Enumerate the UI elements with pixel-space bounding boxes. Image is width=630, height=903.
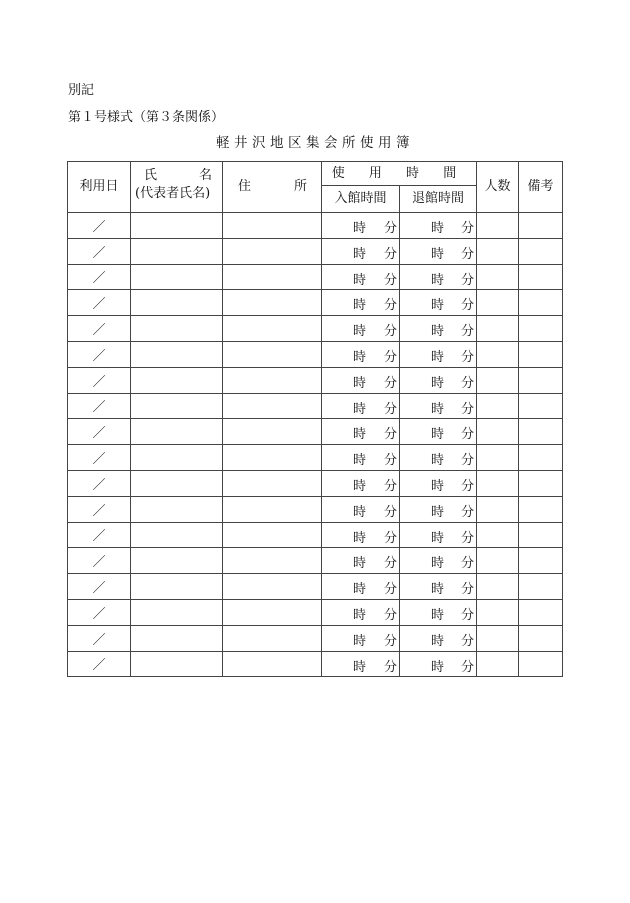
people-cell[interactable] xyxy=(477,264,519,290)
address-cell[interactable] xyxy=(223,548,322,574)
date-slash: ／ xyxy=(92,374,106,390)
remarks-cell[interactable] xyxy=(519,574,563,600)
minute-label: 分 xyxy=(383,349,397,365)
address-cell[interactable] xyxy=(223,651,322,677)
exit-time-cell[interactable] xyxy=(400,496,477,522)
header-remarks: 備考 xyxy=(519,162,563,213)
table-row xyxy=(68,290,563,316)
date-cell[interactable] xyxy=(68,496,131,522)
exit-time-cell[interactable] xyxy=(400,238,477,264)
hour-label: 時 xyxy=(431,504,445,520)
entry-time-cell[interactable] xyxy=(322,574,400,600)
header-name-sub: (代表者氏名) xyxy=(135,186,211,201)
hour-label: 時 xyxy=(431,607,445,623)
address-cell[interactable] xyxy=(223,367,322,393)
address-cell[interactable] xyxy=(223,470,322,496)
minute-label: 分 xyxy=(460,375,474,391)
name-cell[interactable] xyxy=(131,522,223,548)
header-name-part2: 名 xyxy=(198,168,212,183)
hour-label: 時 xyxy=(431,633,445,649)
name-cell[interactable] xyxy=(131,393,223,419)
address-cell[interactable] xyxy=(223,419,322,445)
remarks-cell[interactable] xyxy=(519,290,563,316)
table-row xyxy=(68,316,563,342)
exit-time-cell[interactable] xyxy=(400,341,477,367)
minute-label: 分 xyxy=(383,272,397,288)
people-cell[interactable] xyxy=(477,470,519,496)
minute-label: 分 xyxy=(383,607,397,623)
hour-label: 時 xyxy=(431,272,445,288)
date-cell[interactable] xyxy=(68,264,131,290)
name-cell[interactable] xyxy=(131,341,223,367)
date-slash: ／ xyxy=(92,426,106,442)
minute-label: 分 xyxy=(460,221,474,236)
header-address xyxy=(223,162,322,213)
entry-time-cell[interactable] xyxy=(322,548,400,574)
usage-register-table xyxy=(67,161,563,677)
minute-label: 分 xyxy=(460,633,474,649)
entry-time-cell[interactable] xyxy=(322,213,400,239)
header-people: 人数 xyxy=(477,162,519,213)
exit-time-cell[interactable] xyxy=(400,548,477,574)
remarks-cell[interactable] xyxy=(519,367,563,393)
header-name xyxy=(131,162,223,213)
entry-time-cell[interactable] xyxy=(322,496,400,522)
table-body xyxy=(68,213,563,677)
table-row xyxy=(68,341,563,367)
minute-label: 分 xyxy=(460,582,474,598)
hour-label: 時 xyxy=(353,427,367,443)
hour-label: 時 xyxy=(353,453,367,469)
remarks-cell[interactable] xyxy=(519,599,563,625)
hour-label: 時 xyxy=(431,324,445,340)
hour-label: 時 xyxy=(431,582,445,598)
table-row xyxy=(68,367,563,393)
address-cell[interactable] xyxy=(223,393,322,419)
hour-label: 時 xyxy=(431,375,445,391)
table-row xyxy=(68,419,563,445)
date-slash: ／ xyxy=(92,581,106,597)
date-cell[interactable] xyxy=(68,419,131,445)
table-row xyxy=(68,238,563,264)
name-cell[interactable] xyxy=(131,548,223,574)
date-cell[interactable] xyxy=(68,367,131,393)
address-cell[interactable] xyxy=(223,238,322,264)
remarks-cell[interactable] xyxy=(519,445,563,471)
date-cell[interactable] xyxy=(68,290,131,316)
date-cell[interactable] xyxy=(68,341,131,367)
name-cell[interactable] xyxy=(131,419,223,445)
name-cell[interactable] xyxy=(131,625,223,651)
exit-time-cell[interactable] xyxy=(400,625,477,651)
hour-label: 時 xyxy=(353,401,367,417)
minute-label: 分 xyxy=(383,556,397,572)
minute-label: 分 xyxy=(460,607,474,623)
hour-label: 時 xyxy=(353,582,367,598)
minute-label: 分 xyxy=(383,504,397,520)
hour-label: 時 xyxy=(353,272,367,288)
exit-time-cell[interactable] xyxy=(400,599,477,625)
table-row xyxy=(68,445,563,471)
people-cell[interactable] xyxy=(477,522,519,548)
hour-label: 時 xyxy=(353,607,367,623)
hour-label: 時 xyxy=(353,530,367,546)
table-row xyxy=(68,213,563,239)
remarks-cell[interactable] xyxy=(519,393,563,419)
people-cell[interactable] xyxy=(477,651,519,677)
date-slash: ／ xyxy=(92,323,106,339)
date-cell[interactable] xyxy=(68,651,131,677)
hour-label: 時 xyxy=(353,324,367,340)
minute-label: 分 xyxy=(383,375,397,391)
remarks-cell[interactable] xyxy=(519,213,563,239)
exit-time-cell[interactable] xyxy=(400,470,477,496)
remarks-cell[interactable] xyxy=(519,341,563,367)
name-cell[interactable] xyxy=(131,213,223,239)
entry-time-cell[interactable] xyxy=(322,445,400,471)
header-exit-time: 退館時間 xyxy=(400,186,477,213)
minute-label: 分 xyxy=(460,478,474,494)
date-cell[interactable] xyxy=(68,599,131,625)
hour-label: 時 xyxy=(431,427,445,443)
remarks-cell[interactable] xyxy=(519,522,563,548)
date-slash: ／ xyxy=(92,658,106,674)
date-cell[interactable] xyxy=(68,548,131,574)
address-cell[interactable] xyxy=(223,213,322,239)
minute-label: 分 xyxy=(460,659,474,675)
people-cell[interactable] xyxy=(477,445,519,471)
table-row xyxy=(68,496,563,522)
name-cell[interactable] xyxy=(131,599,223,625)
date-slash: ／ xyxy=(92,529,106,545)
people-cell[interactable] xyxy=(477,548,519,574)
table-row xyxy=(68,522,563,548)
header-address-part1: 住 xyxy=(238,179,252,194)
hour-label: 時 xyxy=(353,246,367,262)
name-cell[interactable] xyxy=(131,574,223,600)
address-cell[interactable] xyxy=(223,496,322,522)
date-cell[interactable] xyxy=(68,522,131,548)
people-cell[interactable] xyxy=(477,625,519,651)
table-row xyxy=(68,470,563,496)
entry-time-cell[interactable] xyxy=(322,522,400,548)
hour-label: 時 xyxy=(353,633,367,649)
entry-time-cell[interactable] xyxy=(322,470,400,496)
entry-time-cell[interactable] xyxy=(322,341,400,367)
date-slash: ／ xyxy=(92,297,106,313)
name-cell[interactable] xyxy=(131,651,223,677)
date-slash: ／ xyxy=(92,400,106,416)
hour-label: 時 xyxy=(353,298,367,314)
date-cell[interactable] xyxy=(68,574,131,600)
entry-time-cell[interactable] xyxy=(322,599,400,625)
remarks-cell[interactable] xyxy=(519,651,563,677)
table-row xyxy=(68,548,563,574)
entry-time-cell[interactable] xyxy=(322,238,400,264)
header-date: 利用日 xyxy=(68,162,131,213)
people-cell[interactable] xyxy=(477,316,519,342)
table-row xyxy=(68,393,563,419)
name-cell[interactable] xyxy=(131,238,223,264)
minute-label: 分 xyxy=(460,272,474,288)
address-cell[interactable] xyxy=(223,599,322,625)
address-cell[interactable] xyxy=(223,341,322,367)
date-cell[interactable] xyxy=(68,470,131,496)
date-cell[interactable] xyxy=(68,625,131,651)
people-cell[interactable] xyxy=(477,213,519,239)
entry-time-cell[interactable] xyxy=(322,367,400,393)
hour-label: 時 xyxy=(431,478,445,494)
remarks-cell[interactable] xyxy=(519,470,563,496)
exit-time-cell[interactable] xyxy=(400,419,477,445)
minute-label: 分 xyxy=(460,349,474,365)
name-cell[interactable] xyxy=(131,264,223,290)
minute-label: 分 xyxy=(383,324,397,340)
minute-label: 分 xyxy=(383,453,397,469)
hour-label: 時 xyxy=(353,375,367,391)
address-cell[interactable] xyxy=(223,290,322,316)
entry-time-cell[interactable] xyxy=(322,316,400,342)
minute-label: 分 xyxy=(460,556,474,572)
date-cell[interactable] xyxy=(68,445,131,471)
people-cell[interactable] xyxy=(477,393,519,419)
minute-label: 分 xyxy=(460,324,474,340)
address-cell[interactable] xyxy=(223,522,322,548)
address-cell[interactable] xyxy=(223,264,322,290)
date-slash: ／ xyxy=(92,348,106,364)
minute-label: 分 xyxy=(460,504,474,520)
date-slash: ／ xyxy=(92,477,106,493)
people-cell[interactable] xyxy=(477,290,519,316)
date-cell[interactable] xyxy=(68,393,131,419)
hour-label: 時 xyxy=(353,556,367,572)
header-usage-time: 使 用 時 間 xyxy=(322,162,477,186)
date-cell[interactable] xyxy=(68,316,131,342)
address-cell[interactable] xyxy=(223,316,322,342)
name-cell[interactable] xyxy=(131,367,223,393)
hour-label: 時 xyxy=(431,298,445,314)
exit-time-cell[interactable] xyxy=(400,522,477,548)
minute-label: 分 xyxy=(383,221,397,236)
minute-label: 分 xyxy=(383,633,397,649)
minute-label: 分 xyxy=(460,530,474,546)
remarks-cell[interactable] xyxy=(519,548,563,574)
entry-time-cell[interactable] xyxy=(322,290,400,316)
exit-time-cell[interactable] xyxy=(400,445,477,471)
date-cell[interactable] xyxy=(68,213,131,239)
minute-label: 分 xyxy=(460,453,474,469)
date-slash: ／ xyxy=(92,271,106,287)
exit-time-cell[interactable] xyxy=(400,393,477,419)
entry-time-cell[interactable] xyxy=(322,393,400,419)
minute-label: 分 xyxy=(383,298,397,314)
table-row xyxy=(68,264,563,290)
header-name-part1: 氏 xyxy=(144,168,158,183)
people-cell[interactable] xyxy=(477,367,519,393)
minute-label: 分 xyxy=(460,246,474,262)
exit-time-cell[interactable] xyxy=(400,574,477,600)
table-row xyxy=(68,574,563,600)
minute-label: 分 xyxy=(460,427,474,443)
note-label: 別記 xyxy=(68,83,95,98)
minute-label: 分 xyxy=(383,478,397,494)
table-row xyxy=(68,599,563,625)
minute-label: 分 xyxy=(383,246,397,262)
hour-label: 時 xyxy=(431,556,445,572)
hour-label: 時 xyxy=(431,453,445,469)
table-row xyxy=(68,651,563,677)
entry-time-cell[interactable] xyxy=(322,419,400,445)
name-cell[interactable] xyxy=(131,316,223,342)
form-number: 第１号様式（第３条関係） xyxy=(68,110,225,125)
name-cell[interactable] xyxy=(131,496,223,522)
address-cell[interactable] xyxy=(223,625,322,651)
people-cell[interactable] xyxy=(477,574,519,600)
minute-label: 分 xyxy=(383,582,397,598)
hour-label: 時 xyxy=(431,221,445,236)
name-cell[interactable] xyxy=(131,470,223,496)
hour-label: 時 xyxy=(353,221,367,236)
hour-label: 時 xyxy=(353,504,367,520)
exit-time-cell[interactable] xyxy=(400,290,477,316)
people-cell[interactable] xyxy=(477,341,519,367)
remarks-cell[interactable] xyxy=(519,625,563,651)
header-address-part2: 所 xyxy=(293,179,307,194)
minute-label: 分 xyxy=(383,530,397,546)
exit-time-cell[interactable] xyxy=(400,367,477,393)
entry-time-cell[interactable] xyxy=(322,651,400,677)
address-cell[interactable] xyxy=(223,574,322,600)
remarks-cell[interactable] xyxy=(519,419,563,445)
table-row xyxy=(68,625,563,651)
hour-label: 時 xyxy=(431,530,445,546)
remarks-cell[interactable] xyxy=(519,316,563,342)
hour-label: 時 xyxy=(431,246,445,262)
name-cell[interactable] xyxy=(131,290,223,316)
exit-time-cell[interactable] xyxy=(400,316,477,342)
exit-time-cell[interactable] xyxy=(400,651,477,677)
hour-label: 時 xyxy=(431,349,445,365)
date-slash: ／ xyxy=(92,555,106,571)
people-cell[interactable] xyxy=(477,496,519,522)
exit-time-cell[interactable] xyxy=(400,213,477,239)
date-slash: ／ xyxy=(92,503,106,519)
minute-label: 分 xyxy=(383,401,397,417)
name-cell[interactable] xyxy=(131,445,223,471)
date-cell[interactable] xyxy=(68,238,131,264)
people-cell[interactable] xyxy=(477,599,519,625)
minute-label: 分 xyxy=(460,401,474,417)
minute-label: 分 xyxy=(460,298,474,314)
minute-label: 分 xyxy=(383,659,397,675)
date-slash: ／ xyxy=(92,452,106,468)
remarks-cell[interactable] xyxy=(519,496,563,522)
minute-label: 分 xyxy=(383,427,397,443)
hour-label: 時 xyxy=(353,659,367,675)
document-title: 軽井沢地区集会所使用簿 xyxy=(216,135,414,151)
header-entry-time: 入館時間 xyxy=(322,186,400,213)
exit-time-cell[interactable] xyxy=(400,264,477,290)
address-cell[interactable] xyxy=(223,445,322,471)
date-slash: ／ xyxy=(92,632,106,648)
entry-time-cell[interactable] xyxy=(322,625,400,651)
hour-label: 時 xyxy=(431,659,445,675)
remarks-cell[interactable] xyxy=(519,264,563,290)
date-slash: ／ xyxy=(92,245,106,261)
hour-label: 時 xyxy=(431,401,445,417)
entry-time-cell[interactable] xyxy=(322,264,400,290)
remarks-cell[interactable] xyxy=(519,238,563,264)
hour-label: 時 xyxy=(353,349,367,365)
hour-label: 時 xyxy=(353,478,367,494)
people-cell[interactable] xyxy=(477,419,519,445)
date-slash: ／ xyxy=(92,606,106,622)
date-slash: ／ xyxy=(92,219,106,235)
people-cell[interactable] xyxy=(477,238,519,264)
